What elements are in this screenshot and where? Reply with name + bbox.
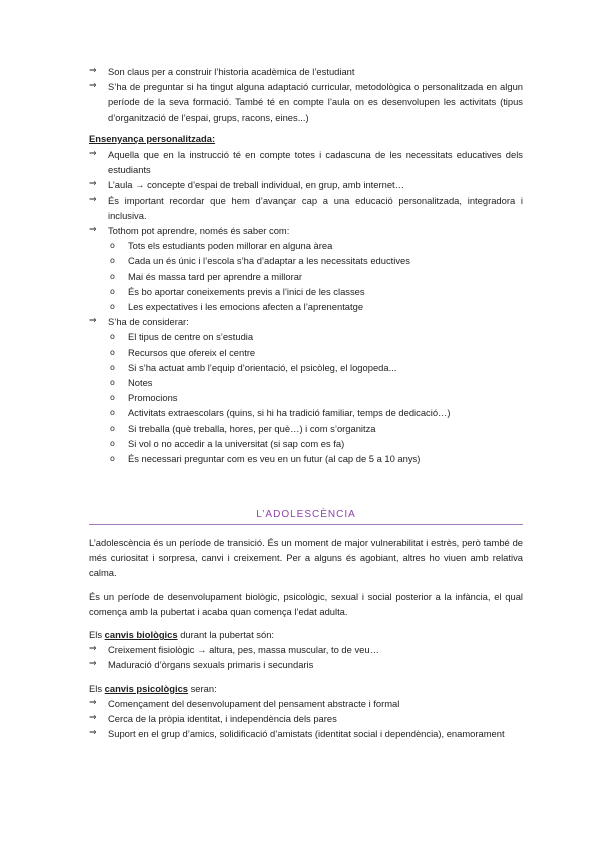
arrow-icon: ⇒ xyxy=(89,225,97,236)
sub-list-item: o Si vol o no accedir a la universitat (si sap com es fa) xyxy=(89,436,523,451)
sub-list-item: o Notes xyxy=(89,375,523,390)
sub-list-item: o És bo aportar coneixements previs a l’inici de les classes xyxy=(89,284,523,299)
sub-list-item: o És necessari preguntar com es veu en un futur (al cap de 5 a 10 anys) xyxy=(89,451,523,466)
adolescencia-content xyxy=(89,535,523,741)
sub-list-item: o Les expectatives i les emocions afecten a l’aprenentatge xyxy=(89,299,523,314)
list-item xyxy=(89,193,523,223)
list-item xyxy=(89,79,523,125)
list-item-text: L’aula → concepte d’espai de treball individual, en grup, amb internet… xyxy=(108,179,405,191)
list-item: ⇒ Suport en el grup d’amics, solidificació d’amistats (identitat social i dependència), enamorament xyxy=(89,726,523,741)
list-item-text: S’ha de considerar: xyxy=(108,316,189,328)
arrow-icon: ⇒ xyxy=(89,194,97,205)
list-item-text: És important recordar que hem d’avançar cap a una educació personalitzada, integradora i inclusiva. xyxy=(108,194,523,221)
arrow-icon: ⇒ xyxy=(89,179,97,190)
arrow-icon: ⇒ xyxy=(89,149,97,160)
list-item xyxy=(89,314,523,329)
list-item: ⇒ Maduració d’òrgans sexuals primaris i secundaris xyxy=(89,657,523,672)
sub-list-item: o Activitats extraescolars (quins, si hi ha tradició familiar, temps de dedicació…) xyxy=(89,405,523,420)
list-item xyxy=(89,147,523,177)
section-title-text: L’ADOLESCÈNCIA xyxy=(256,509,356,520)
section-heading: Ensenyança personalitzada: xyxy=(89,132,216,144)
circle-bullet-icon: o xyxy=(110,332,115,342)
arrow-icon: ⇒ xyxy=(89,316,97,327)
section-title xyxy=(89,504,523,526)
arrow-icon: ⇒ xyxy=(89,81,97,92)
sub-list-item: o Promocions xyxy=(89,390,523,405)
arrow-icon: ⇒ xyxy=(89,728,97,739)
list-item-text: Tothom pot aprendre, només és saber com: xyxy=(108,225,290,237)
psi-intro: Els canvis psicològics seran: xyxy=(89,682,217,694)
circle-bullet-icon: o xyxy=(110,256,115,266)
paragraph: L’adolescència és un període de transició. És un moment de major vulnerabilitat i estrès, però també de més curiositat i sorpresa, canvi i creixement. Per a alguns és agobiant, altres ho viuen amb relativa calma. xyxy=(89,537,523,579)
list-item xyxy=(89,223,523,238)
list-item: ⇒ Creixement fisiològic → altura, pes, massa muscular, to de veu… xyxy=(89,642,523,657)
circle-bullet-icon: o xyxy=(110,423,115,433)
list-item-text: Son claus per a construir l’historia acadèmica de l’estudiant xyxy=(108,66,355,77)
list-item: ⇒ Cerca de la pròpia identitat, i independència dels pares xyxy=(89,711,523,726)
circle-bullet-icon: o xyxy=(110,454,115,464)
circle-bullet-icon: o xyxy=(110,438,115,448)
arrow-icon: ⇒ xyxy=(89,697,97,708)
section-divider xyxy=(89,524,523,525)
bio-intro: Els canvis biològics durant la pubertat són: xyxy=(89,629,275,641)
circle-bullet-icon: o xyxy=(110,362,115,372)
highlight-term: canvis biològics xyxy=(104,629,178,641)
arrow-icon: ⇒ xyxy=(89,66,97,76)
sub-list-item: o Tots els estudiants poden millorar en alguna àrea xyxy=(89,238,523,253)
list-item-text: Aquella que en la instrucció té en compte totes i cadascuna de les necessitats educatives dels estudiants xyxy=(108,149,523,176)
sub-list-item: o Si treballa (què treballa, hores, per què…) i com s’organitza xyxy=(89,421,523,436)
circle-bullet-icon: o xyxy=(110,347,115,357)
circle-bullet-icon: o xyxy=(110,378,115,388)
circle-bullet-icon: o xyxy=(110,302,115,312)
circle-bullet-icon: o xyxy=(110,393,115,403)
sub-list-item: o Si s’ha actuat amb l’equip d’orientació, el psicòleg, el logopeda... xyxy=(89,360,523,375)
sub-list-item: o Mai és massa tard per aprendre a millorar xyxy=(89,269,523,284)
list-item: ⇒ Començament del desenvolupament del pensament abstracte i formal xyxy=(89,696,523,711)
highlight-term: canvis psicològics xyxy=(104,682,189,694)
list-item xyxy=(89,177,523,192)
arrow-icon: ⇒ xyxy=(89,713,97,724)
top-content xyxy=(89,64,523,466)
circle-bullet-icon: o xyxy=(110,241,115,251)
list-item-text: S’ha de preguntar si ha tingut alguna adaptació curricular, metodològica o personalitzada en algun període de la seva formació. També té en compte l’aula on es desenvolupen les activitats (tipus d’organització de l’espai, grups, racons, eines...) xyxy=(108,81,523,123)
arrow-icon: ⇒ xyxy=(89,644,97,655)
arrow-icon: ⇒ xyxy=(89,659,97,670)
sub-list-item: o Recursos que ofereix el centre xyxy=(89,345,523,360)
sub-list-item: o El tipus de centre on s’estudia xyxy=(89,329,523,344)
circle-bullet-icon: o xyxy=(110,271,115,281)
list-item xyxy=(89,64,523,79)
sub-list-item: o Cada un és únic i l’escola s’ha d’adaptar a les necessitats eductives xyxy=(89,253,523,268)
circle-bullet-icon: o xyxy=(110,408,115,418)
circle-bullet-icon: o xyxy=(110,286,115,296)
paragraph: És un període de desenvolupament biològic, psicològic, sexual i social posterior a la infància, el qual comença amb la pubertat i acaba quan comença l’edat adulta. xyxy=(89,590,523,617)
